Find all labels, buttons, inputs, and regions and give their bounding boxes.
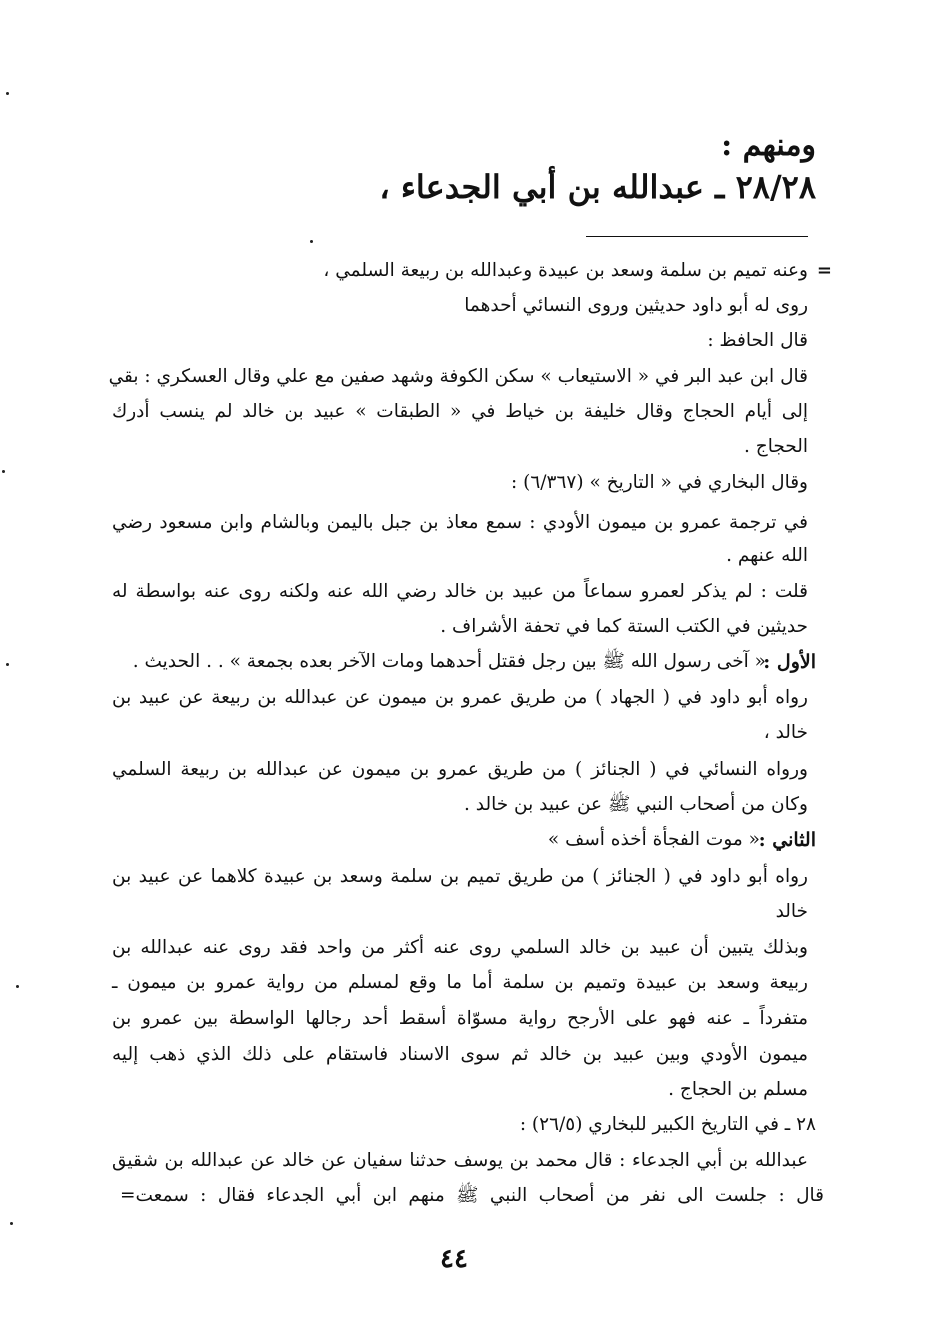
page-number: ٤٤ xyxy=(440,1244,468,1274)
text-line-20: وبذلك يتبين أن عبيد بن خالد السلمي روى عنه أكثر من واحد فقد روى عنه عبدالله بن xyxy=(112,937,808,958)
text-line-19: خالد xyxy=(775,901,808,922)
text-line-4: قال ابن عبد البر في « الاستيعاب » سكن الكوفة وشهد صفين مع علي وقال العسكري : بقي xyxy=(108,366,808,387)
text-line-3: قال الحافظ : xyxy=(707,330,808,351)
text-line-11: حديثين في الكتب الستة كما في تحفة الأشراف . xyxy=(440,616,808,637)
text-line-2: روى له أبو داود حديثين وروى النسائي أحدهما xyxy=(464,295,808,316)
text-line-26: عبدالله بن أبي الجدعاء : قال محمد بن يوسف حدثنا سفيان عن خالد عن عبدالله بن شقيق xyxy=(112,1150,808,1171)
text-line-6: الحجاج . xyxy=(743,436,808,457)
text-line-9: الله عنهم . xyxy=(726,545,808,566)
text-line-24: مسلم بن الحجاج . xyxy=(668,1079,808,1100)
entry-title-heading: ٢٨/٢٨ ـ عبدالله بن أبي الجدعاء ، xyxy=(379,168,816,206)
text-line-8: في ترجمة عمرو بن ميمون الأودي : سمع معاذ بن جبل باليمن وبالشام وابن مسعود رضي xyxy=(112,512,808,533)
scan-speck xyxy=(16,985,19,988)
text-line-18: رواه أبو داود في ( الجنائز ) من طريق تميم بن سلمة وسعد بن عبيدة كلاهما عن عبيد بن xyxy=(112,866,808,887)
second-hadith-label: الثاني : xyxy=(758,829,816,851)
text-line-27: قال : جلست الى نفر من أصحاب النبي ﷺ منهم ابن أبي الجدعاء فقال : سمعت= xyxy=(120,1185,824,1206)
scan-speck xyxy=(10,1222,13,1225)
text-line-25: ٢٨ ـ في التاريخ الكبير للبخاري (٢٦/٥) : xyxy=(519,1114,816,1135)
text-line-14: خالد ، xyxy=(763,722,808,743)
text-line-15: ورواه النسائي في ( الجنائز ) من طريق عمرو بن ميمون عن عبدالله بن ربيعة السلمي xyxy=(112,759,808,780)
text-line-23: ميمون الأودي وبين عبيد بن خالد ثم سوى الاسناد فاستقام على ذلك الذي ذهب إليه xyxy=(112,1044,808,1065)
text-line-13: رواه أبو داود في ( الجهاد ) من طريق عمرو بن ميمون عن عبدالله بن ربيعة عن عبيد بن xyxy=(112,687,808,708)
text-line-10: قلت : لم يذكر لعمرو سماعاً من عبيد بن خالد رضي الله عنه ولكنه روى عنه بواسطة له xyxy=(112,581,808,602)
text-line-22: متفرداً ـ عنه فهو على الأرجح رواية مسوّاة أسقط أحد رجالها الواسطة بين عمرو بن xyxy=(112,1008,808,1029)
continuation-mark: = xyxy=(816,260,832,281)
text-line-21: ربيعة وسعد بن عبيدة وتميم بن سلمة أما ما وقع لمسلم من رواية عمرو بن ميمون ـ xyxy=(112,972,808,993)
text-line-7: وقال البخاري في « التاريخ » (٦/٣٦٧) : xyxy=(511,472,808,493)
text-line-17: « موت الفجأة أخذه أسف » xyxy=(547,829,760,850)
scan-speck xyxy=(310,240,313,243)
text-line-16: وكان من أصحاب النبي ﷺ عن عبيد بن خالد . xyxy=(463,794,808,815)
scan-speck xyxy=(6,92,9,95)
section-intro-heading: ومنهم : xyxy=(721,128,816,163)
text-line-5: إلى أيام الحجاج وقال خليفة بن خياط في « الطبقات » عبيد بن خالد لم ينسب أدرك xyxy=(112,401,808,422)
scan-speck xyxy=(2,470,5,473)
first-hadith-label: الأول : xyxy=(763,651,816,673)
footnote-separator xyxy=(586,236,808,237)
scan-speck xyxy=(6,663,9,666)
text-line-12: « آخى رسول الله ﷺ بين رجل فقتل أحدهما ومات الآخر بعده بجمعة » . . الحديث . xyxy=(132,651,766,672)
text-line-1: وعنه تميم بن سلمة وسعد بن عبيدة وعبدالله بن ربيعة السلمي ، xyxy=(323,260,808,281)
